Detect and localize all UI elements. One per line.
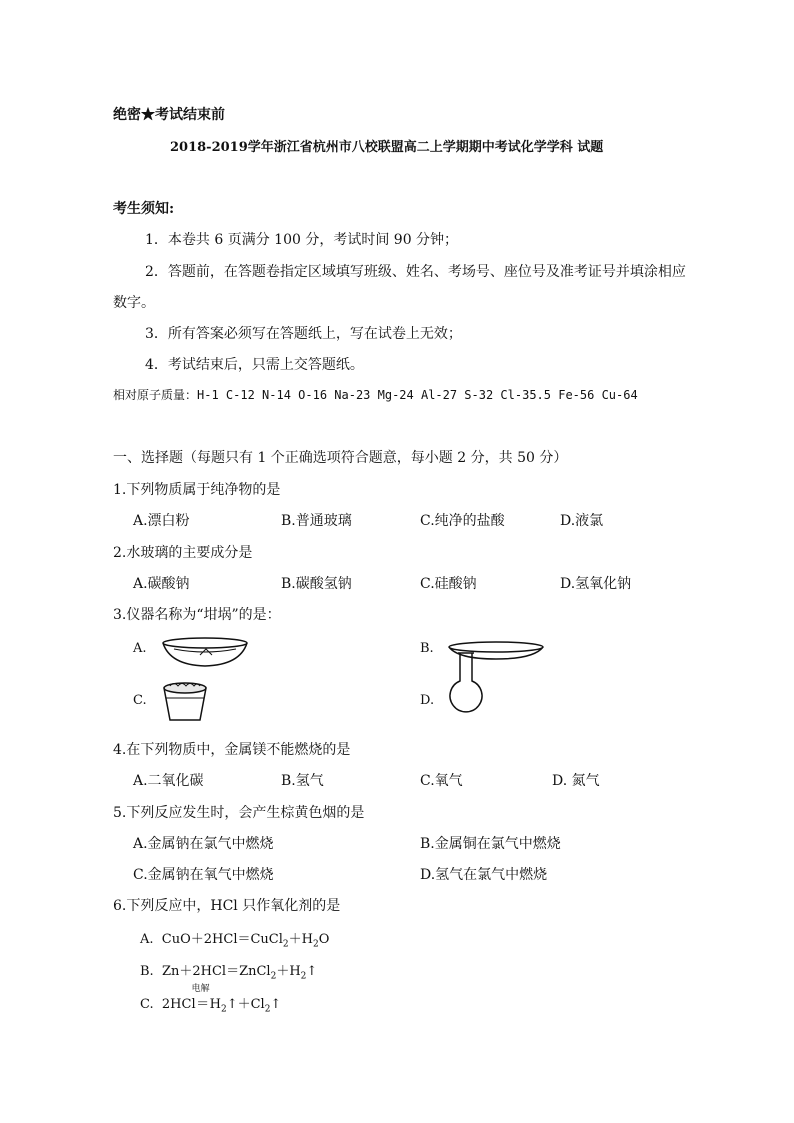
q1-option-b: B.普通玻璃: [281, 513, 352, 529]
q5-option-d: D.氢气在氯气中燃烧: [420, 867, 548, 883]
q6-c-eq: ＝: [196, 997, 210, 1012]
notice-item-1: 1．本卷共 6 页满分 100 分，考试时间 90 分钟；: [145, 232, 459, 248]
notice-item-3: 3．所有答案必须写在答题纸上，写在试卷上无效；: [145, 326, 462, 342]
question-3-stem: 3.仪器名称为“坩埚”的是：: [113, 607, 281, 623]
q6-b-tail: ↑: [306, 964, 318, 979]
question-4-stem: 4.在下列物质中，金属镁不能燃烧的是: [113, 742, 351, 758]
question-2-stem: 2.水玻璃的主要成分是: [113, 545, 253, 561]
q4-option-b: B.氢气: [281, 773, 324, 789]
q6-c-condition: [191, 984, 210, 1012]
question-6-stem: 6.下列反应中，HCl 只作氧化剂的是: [113, 898, 341, 914]
q2-option-d: D.氢氧化钠: [560, 576, 632, 592]
q4-option-a: A.二氧化碳: [133, 773, 204, 789]
q6-a-lhs: CuO＋2HCl＝CuCl: [161, 932, 283, 947]
notice-heading: 考生须知:: [113, 201, 175, 217]
q4-option-c: C.氧气: [420, 773, 463, 789]
q1-option-c: C.纯净的盐酸: [420, 513, 505, 529]
q6-c-sub1: 2: [220, 1004, 227, 1015]
crucible-icon: [160, 680, 210, 724]
notice-item-2-cont: 数字。: [113, 295, 155, 311]
q2-option-b: B.碳酸氢钠: [281, 576, 352, 592]
q6-c-sub2: 2: [264, 1004, 271, 1015]
round-bottom-flask-icon: [446, 651, 486, 723]
q6-a-sub1: 2: [282, 939, 289, 950]
q6-a-mid: ＋H: [288, 932, 313, 947]
q3-option-b-label: B.: [420, 641, 434, 656]
q6-b-label: B.: [140, 964, 154, 979]
q6-b-sub2: 2: [300, 971, 307, 982]
q6-c-h: H: [209, 997, 221, 1012]
q3-option-a-label: A.: [133, 641, 147, 656]
q6-option-c: [140, 984, 282, 1015]
q6-a-sub2: 2: [313, 939, 319, 950]
q6-a-tail: O: [318, 932, 330, 947]
q2-option-c: C.硅酸钠: [420, 576, 477, 592]
q1-option-d: D.液氯: [560, 513, 604, 529]
question-5-stem: 5.下列反应发生时，会产生棕黄色烟的是: [113, 805, 365, 821]
q6-c-lhs: 2HCl: [161, 997, 196, 1012]
q5-option-c: C.金属钠在氧气中燃烧: [133, 867, 274, 883]
q2-option-a: A.碳酸钠: [133, 576, 190, 592]
question-1-stem: 1.下列物质属于纯净物的是: [113, 482, 281, 498]
evaporating-dish-icon: [160, 635, 250, 669]
confidential-label: 绝密★考试结束前: [113, 107, 225, 123]
q6-option-b: [140, 960, 317, 982]
section-title: 一、选择题（每题只有 1 个正确选项符合题意，每小题 2 分，共 50 分）: [113, 450, 568, 466]
exam-title: 2018-2019学年浙江省杭州市八校联盟高二上学期期中考试化学学科 试题: [170, 140, 604, 155]
q6-a-label: A.: [140, 932, 154, 947]
q3-option-c-label: C.: [133, 693, 147, 708]
q1-option-a: A.漂白粉: [133, 513, 190, 529]
q6-b-mid: ＋H: [276, 964, 301, 979]
q6-c-tail: ↑: [270, 997, 282, 1012]
q6-b-sub1: 2: [270, 971, 277, 982]
q3-option-d-label: D.: [420, 693, 435, 708]
q6-c-mid: ↑＋Cl: [226, 997, 265, 1012]
q5-option-a: A.金属钠在氯气中燃烧: [133, 836, 274, 852]
q6-option-a: [140, 928, 329, 950]
q6-c-cond-text: 电解: [191, 984, 210, 994]
q4-option-d: D. 氮气: [552, 773, 600, 789]
q6-b-lhs: Zn＋2HCl＝ZnCl: [161, 964, 271, 979]
notice-item-4: 4．考试结束后，只需上交答题纸。: [145, 357, 364, 373]
q5-option-b: B.金属铜在氯气中燃烧: [420, 836, 561, 852]
q6-c-label: C.: [140, 997, 154, 1012]
notice-item-2: 2．答题前，在答题卷指定区域填写班级、姓名、考场号、座位号及准考证号并填涂相应: [145, 264, 686, 280]
atomic-mass-line: 相对原子质量：H-1 C-12 N-14 O-16 Na-23 Mg-24 Al-27 S-32 Cl-35.5 Fe-56 Cu-64: [113, 388, 638, 402]
